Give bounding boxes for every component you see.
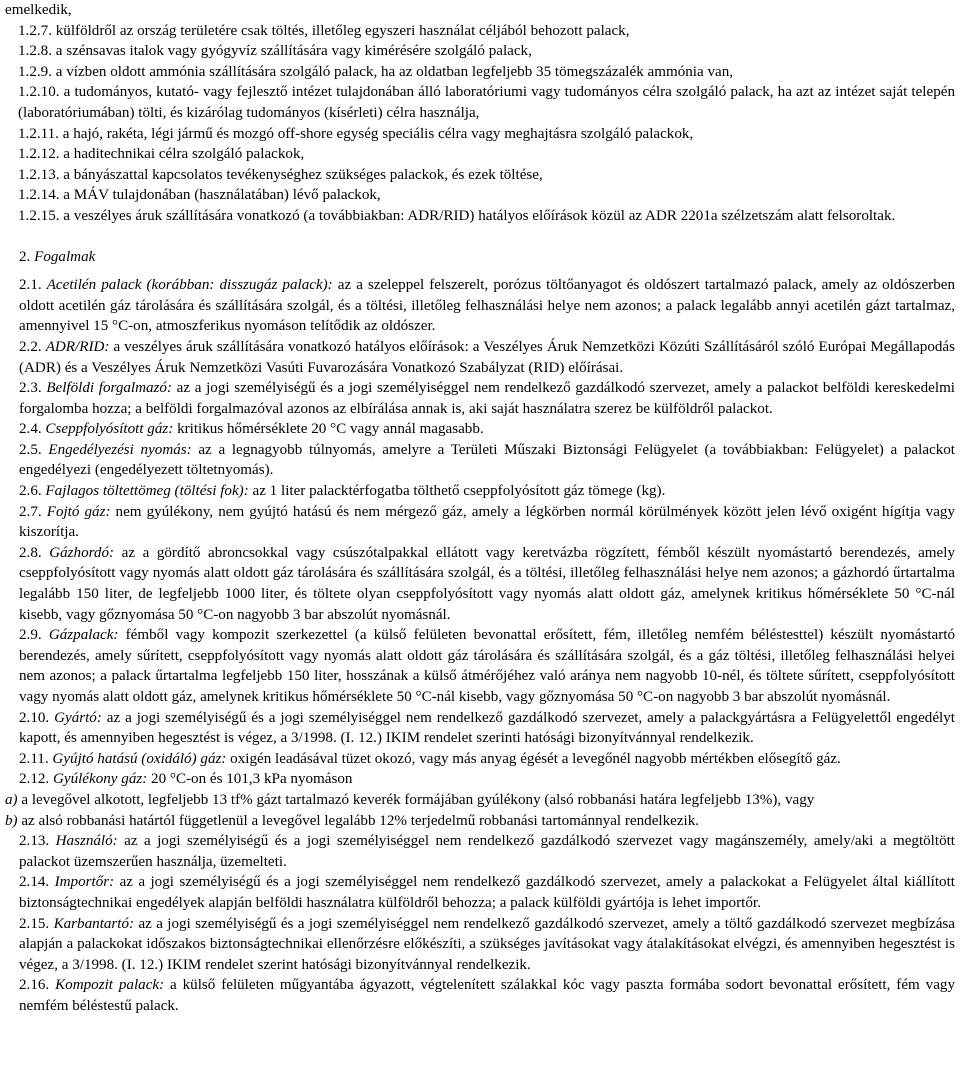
list-item-number: 1.2.12. <box>18 146 60 163</box>
definition-number: 2.3. <box>19 380 42 397</box>
list-item-number: 1.2.15. <box>18 207 60 224</box>
list-item-number: 1.2.10. <box>18 84 60 101</box>
definition-text: 20 °C-on és 101,3 kPa nyomáson <box>147 771 353 788</box>
definition <box>5 275 955 337</box>
definition-term: Használó: <box>55 833 118 850</box>
definition-text: a külső felületen műgyantába ágyazott, végtelenített szálakkal kóc vagy paszta formába sodort bevonattal erősített, fém vagy nemfém béléstestű palack. <box>19 977 955 1014</box>
definition-term: Fojtó gáz: <box>46 503 111 520</box>
list-item-number: 1.2.7. <box>18 22 52 39</box>
sub-item <box>5 790 955 811</box>
definition-term: Belföldi forgalmazó: <box>46 380 173 397</box>
definition-text: kritikus hőmérséklete 20 °C vagy annál magasabb. <box>173 421 484 438</box>
document-page <box>5 0 955 1017</box>
definition-term: Gyújtó hatású (oxidáló) gáz: <box>52 750 227 767</box>
list-item-text: a szénsavas italok vagy gyógyvíz szállítására vagy kimérésére szolgáló palack, <box>55 43 532 60</box>
definition-number: 2.14. <box>19 874 50 891</box>
definition <box>5 975 955 1016</box>
list-item <box>5 165 955 186</box>
definition-text: az a gördítő abroncsokkal vagy csúszótalpakkal ellátott vagy keretvázba rögzített, fémből készült nyomástartó berendezés, amely cseppfolyósított vagy nyomás alatt oldott gáz tárolására és szállítására szolgál, és a töltési, illetőleg felhasználási helye nem azonos; a gázhordó űrtartalma legalább 150 liter, de legfeljebb 1000 liter, és töltete olyan cseppfolyósított vagy nyomás alatt oldott gáz, amelynek kritikus hőmérséklete 50 °C-nál kisebb, vagy gőznyomása 50 °C-on nagyobb 3 bar abszolút nyomásnál. <box>19 544 955 623</box>
definition-text: az a jogi személyiségű és a jogi személyiséggel nem rendelkező gazdálkodó szervezet vagy magánszemély, amely/aki a megtöltött palackot üzemszerűen használja, üzemelteti. <box>19 833 956 870</box>
definition-term: Kompozit palack: <box>55 977 165 994</box>
definition <box>5 831 955 872</box>
definition <box>5 872 955 913</box>
list-item-text: a hajó, rakéta, légi jármű és mozgó off-shore egység speciális célra vagy meghajtásra szolgáló palackok, <box>62 125 694 142</box>
list-item-number: 1.2.8. <box>18 43 52 60</box>
list-item-number: 1.2.11. <box>18 125 59 142</box>
list-item-text: a bányászattal kapcsolatos tevékenységhez szükséges palackok, és ezek töltése, <box>63 166 543 183</box>
definition <box>5 337 955 378</box>
definition-text: a veszélyes áruk szállítására vonatkozó hatályos előírások: a Veszélyes Áruk Nemzetközi Közúti Szállításáról szóló Európai Megállapodás (ADR) és a Veszélyes Áruk Nemzetközi Vasúti Fuvarozására Vonatkozó Szabályzat (RID) előírásai. <box>19 338 955 376</box>
intro-fragment: emelkedik, <box>5 2 72 18</box>
list-item <box>5 82 955 123</box>
definition-text: az a jogi személyiségű és a jogi személyiséggel nem rendelkező gazdálkodó szervezet, amely a palackot belföldi kereskedelmi forgalomba hozza; a belföldi forgalmazóval azonos az elbírálása annak is, aki saját használatra szerez be külföldről palackot. <box>19 380 956 417</box>
definition <box>5 378 955 419</box>
definition-text: fémből vagy kompozit szerkezettel (a külső felületen bevonattal erősített, fém, illetőleg nemfém béléstesttel) készült nyomástartó berendezés, amely sűrített, cseppfolyósított vagy nyomás alatt oldott gáz tárolására és szállítására szolgál, és a gáz töltési, illetőleg felhasználási helyei nem azonos; a palack űrtartalma legfeljebb 150 liter, hosszának a külső átmérőjéhez való aránya nem nagyobb 10-nél, és töltete sűrített, cseppfolyósított vagy nyomás alatt oldott gáz, amelynek kritikus hőmérséklete 50 °C-nál kisebb, vagy gőznyomása 50 °C-on nagyobb 3 bar abszolút nyomásnál. <box>19 627 956 705</box>
sub-item-label: b) <box>5 812 18 829</box>
definition-number: 2.5. <box>19 441 42 458</box>
definition <box>5 708 955 749</box>
list-item <box>5 124 955 145</box>
definition <box>5 914 955 976</box>
list-item-number: 1.2.14. <box>18 187 60 204</box>
definition <box>5 543 955 625</box>
definition <box>5 481 955 502</box>
definition-number: 2.8. <box>19 544 42 561</box>
definition-term: Cseppfolyósított gáz: <box>45 421 174 438</box>
definition-term: Gázhordó: <box>49 544 115 561</box>
list-item-text: külföldről az ország területére csak töltés, illetőleg egyszeri használat céljából behozott palack, <box>55 22 630 39</box>
definition-term: Gyártó: <box>54 709 102 726</box>
definition-term: Acetilén palack (korábban: disszugáz palack): <box>46 277 333 294</box>
sub-item-text: a levegővel alkotott, legfeljebb 13 tf% gázt tartalmazó keverék formájában gyúlékony (alsó robbanási határa legfeljebb 13%), vagy <box>17 791 815 808</box>
definition-term: Gyúlékony gáz: <box>52 771 148 788</box>
definition-number: 2.10. <box>19 709 50 726</box>
definition <box>5 440 955 481</box>
list-item-text: a haditechnikai célra szolgáló palackok, <box>63 146 305 163</box>
list-item-text: a vízben oldott ammónia szállítására szolgáló palack, ha az oldatban legfeljebb 35 tömegszázalék ammónia van, <box>55 63 734 80</box>
definition <box>5 625 955 707</box>
list-item <box>5 144 955 165</box>
definition-number: 2.16. <box>19 977 50 994</box>
definition-term: Karbantartó: <box>53 915 135 932</box>
definition <box>5 502 955 543</box>
list-item <box>5 206 955 227</box>
definition-number: 2.7. <box>19 503 42 520</box>
definition-number: 2.2. <box>19 338 42 355</box>
definition-number: 2.15. <box>19 915 50 932</box>
definition-number: 2.12. <box>19 771 50 788</box>
definition-term: ADR/RID: <box>45 338 110 355</box>
list-item <box>5 62 955 83</box>
list-item-number: 1.2.9. <box>18 63 52 80</box>
definition-term: Fajlagos töltettömeg (töltési fok): <box>45 483 249 500</box>
section-title: Fogalmak <box>34 248 96 265</box>
definition-text: az 1 liter palacktérfogatba tölthető cseppfolyósított gáz tömege (kg). <box>248 483 666 500</box>
sub-item-label: a) <box>5 791 18 808</box>
definition-number: 2.9. <box>19 627 42 644</box>
definition <box>5 749 955 770</box>
definition-term: Gázpalack: <box>48 627 119 644</box>
section-number: 2. <box>19 248 31 265</box>
list-item-text: a MÁV tulajdonában (használatában) lévő palackok, <box>63 187 381 204</box>
definition-text: oxigén leadásával tüzet okozó, vagy más anyag égését a levegőnél nagyobb mértékben elősegítő gáz. <box>226 750 841 767</box>
definition <box>5 769 955 790</box>
definition-text: az a legnagyobb túlnyomás, amelyre a Területi Műszaki Biztonsági Felügyelet (a továbbiakban: Felügyelet) a palackot engedélyezi (engedélyezett töltetnyomás). <box>19 441 956 479</box>
list-item-text: a veszélyes áruk szállítására vonatkozó (a továbbiakban: ADR/RID) hatályos előírások közül az ADR 2201a szélzetszám alatt felsoroltak. <box>63 207 896 224</box>
definition-text: nem gyúlékony, nem gyújtó hatású és nem mérgező gáz, amely a légkörben normál körülmények között jelen lévő oxigént hígítja vagy kiszorítja. <box>19 503 956 541</box>
definition-text: az a jogi személyiségű és a jogi személyiséggel nem rendelkező gazdálkodó szervezet, amely a palackgyártásra a Felügyelettől engedélyt kapott, és amennyiben hegesztést is végez, a 3/1998. (I. 12.) IKIM rendelet szerinti hatósági bizonyítvánnyal rendelkezik. <box>19 709 955 747</box>
definition-number: 2.11. <box>19 750 49 767</box>
list-item <box>5 41 955 62</box>
list-item <box>5 185 955 206</box>
definition-number: 2.1. <box>19 277 42 294</box>
definition-number: 2.6. <box>19 483 42 500</box>
definition-number: 2.4. <box>19 421 42 438</box>
sub-item <box>5 811 955 832</box>
sub-item-text: az alsó robbanási határtól függetlenül a levegővel legalább 12% terjedelmű robbanási tartománnyal rendelkezik. <box>17 812 700 829</box>
definition <box>5 419 955 440</box>
definition-term: Engedélyezési nyomás: <box>48 441 192 458</box>
definition-text: az a jogi személyiségű és a jogi személyiséggel nem rendelkező gazdálkodó szervezet, amely a töltő gazdálkodó szervezet megbízása alapján a palackokat időszakos biztonságtechnikai ellenőrzésre előkészíti, a szükséges javításokat vagy átalakításokat elvégzi, és amennyiben hegesztést is végez, a 3/1998. (I. 12.) IKIM rendelet szerint hatósági bizonyítvánnyal rendelkezik. <box>19 915 955 973</box>
definition-text: az a jogi személyiségű és a jogi személyiséggel nem rendelkező gazdálkodó szervezet, amely a palackokat a Felügyelet által kiállított biztonságtechnikai engedélyek alapján belföldi használatra külföldről behozza; a palack külföldi gyártója is lehet importőr. <box>19 874 955 911</box>
list-item-text: a tudományos, kutató- vagy fejlesztő intézet tulajdonában álló laboratóriumi vagy tudományos célra szolgáló palack, ha azt az intézet saját telepén (laboratóriumában) tölti, és kizárólag tudományos (kísérleti) célra használja, <box>18 84 955 121</box>
list-item <box>5 21 955 42</box>
list-item-number: 1.2.13. <box>18 166 60 183</box>
definition-term: Importőr: <box>54 874 115 891</box>
definition-text: az a szeleppel felszerelt, porózus töltőanyagot és oldószert tartalmazó palack, amely az oldószerben oldott acetilén gáz tárolására és szállítására szolgál, és a töltési, illetőleg felhasználási helye nem azonos; a palack legalább annyi acetilén gázt tartalmaz, amennyivel 15 °C-on, atmoszferikus nyomáson telítődik az oldószer. <box>19 277 956 335</box>
section-heading <box>5 247 955 268</box>
definition-number: 2.13. <box>19 833 50 850</box>
